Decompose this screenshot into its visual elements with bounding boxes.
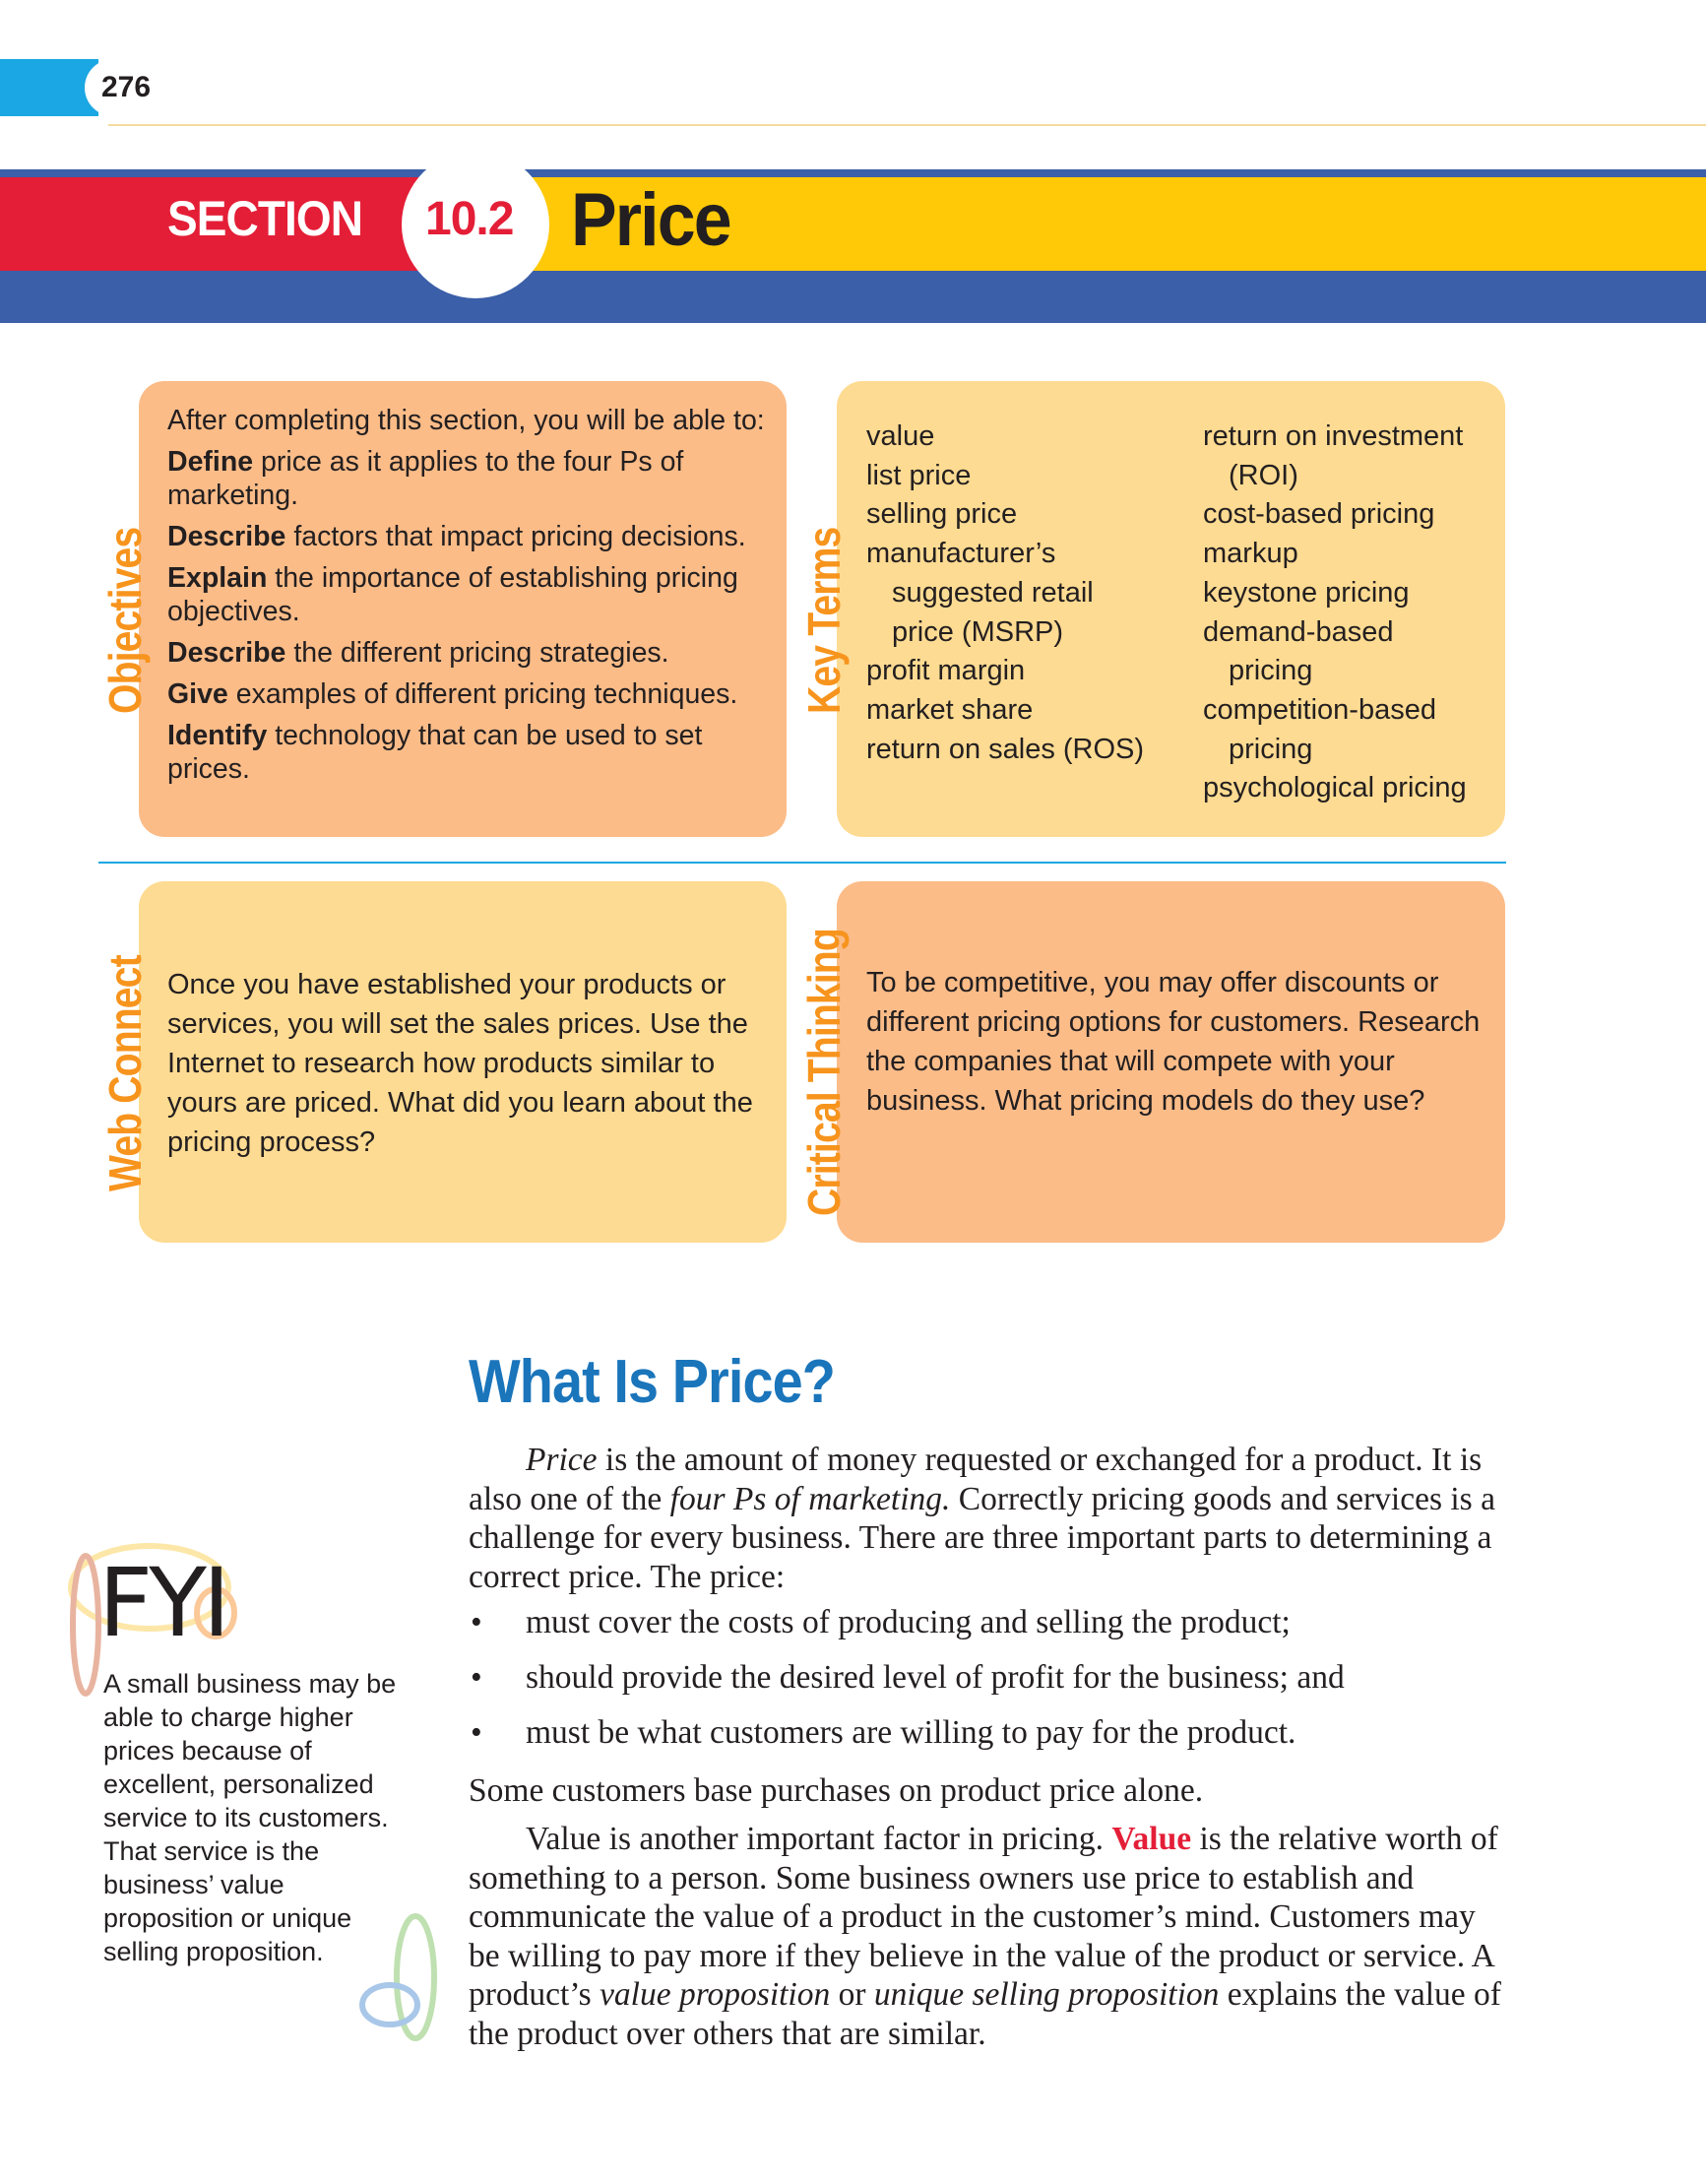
key-terms-column-2 — [1203, 418, 1498, 808]
objective-verb: Give — [167, 678, 228, 710]
web-connect-label: Web Connect — [99, 955, 151, 1191]
key-term: market share — [866, 693, 1034, 726]
banner-top-line — [0, 169, 1706, 177]
paragraph-price-alone: Some customers base purchases on product price alone. — [469, 1772, 1204, 1809]
objective-verb: Define — [167, 446, 254, 478]
main-heading: What Is Price? — [469, 1348, 835, 1416]
key-term: pricing — [1229, 733, 1313, 765]
page-number-tab — [0, 59, 98, 116]
objectives-label: Objectives — [99, 527, 151, 714]
term-value-proposition: value proposition — [600, 1976, 831, 2013]
key-term: selling price — [866, 498, 1018, 531]
key-term: value — [866, 420, 935, 452]
list-item — [469, 1658, 1512, 1713]
objective-item — [167, 561, 778, 628]
objective-item — [167, 636, 778, 670]
term-price: Price — [526, 1442, 598, 1478]
list-item — [469, 1713, 1512, 1768]
key-term: list price — [866, 459, 972, 491]
objective-verb: Describe — [167, 521, 286, 552]
term-four-ps: four Ps of marketing. — [669, 1480, 951, 1517]
price-requirements-list — [469, 1603, 1512, 1768]
web-connect-text: Once you have established your products or services, you will set the sales prices. Use the Internet to research how products similar to yours are priced. What did you learn about the pricing process? — [167, 969, 753, 1158]
objective-item — [167, 719, 778, 786]
paragraph-text: is the amount of money requested or exchanged for a product. It is also one of the — [469, 1442, 1483, 1517]
list-item-text: must be what customers are willing to pay for the product. — [526, 1714, 1296, 1751]
key-term: pricing — [1229, 655, 1313, 687]
section-number: 10.2 — [425, 193, 514, 245]
header-rule — [108, 124, 1706, 126]
fyi-title: FYI — [98, 1548, 227, 1658]
list-item-text: must cover the costs of producing and selling the product; — [526, 1604, 1291, 1640]
objectives-list — [167, 404, 778, 786]
key-term: return on sales (ROS) — [866, 733, 1145, 765]
key-term: demand-based — [1203, 615, 1394, 648]
list-item-text: should provide the desired level of profit for the business; and — [526, 1659, 1345, 1696]
paragraph-price — [469, 1441, 1512, 1596]
critical-thinking-text: To be competitive, you may offer discounts or different pricing options for customers. Research the companies that will compete with your business. What pricing models do they use? — [866, 967, 1481, 1117]
term-value: Value — [1111, 1821, 1192, 1857]
fyi-text: A small business may be able to charge higher prices because of excellent, personalized service to its customers. That service is the business’ value proposition or unique selling proposition. — [103, 1669, 397, 1966]
objective-verb: Describe — [167, 637, 286, 669]
paragraph-value — [469, 1820, 1512, 2053]
objective-verb: Explain — [167, 562, 268, 594]
key-term: keystone pricing — [1203, 576, 1410, 609]
page-number: 276 — [101, 71, 152, 103]
objective-item — [167, 445, 778, 512]
key-term: (ROI) — [1229, 459, 1298, 491]
key-term: manufacturer’s — [866, 538, 1056, 570]
objective-text: the different pricing strategies. — [285, 637, 669, 669]
objective-text: technology that can be used to set prices. — [167, 720, 703, 785]
key-terms-label: Key Terms — [798, 527, 850, 714]
key-terms-column-1 — [866, 418, 1181, 769]
banner-blue-band — [0, 271, 1706, 323]
key-term: return on investment — [1203, 420, 1464, 452]
section-label: SECTION — [167, 191, 363, 246]
key-term: price (MSRP) — [892, 615, 1064, 648]
term-unique-selling-proposition: unique selling proposition — [873, 1976, 1220, 2013]
paragraph-text: Value is another important factor in pricing. — [526, 1821, 1112, 1857]
list-item — [469, 1603, 1512, 1658]
objective-text: price as it applies to the four Ps of marketing. — [167, 446, 684, 511]
objective-item — [167, 677, 778, 711]
key-term: cost-based pricing — [1203, 498, 1435, 531]
key-term: profit margin — [866, 655, 1026, 687]
paragraph-text: or — [830, 1976, 874, 2013]
key-term: suggested retail — [892, 576, 1094, 609]
paragraph-text: explains the value of the product over others that are similar. — [469, 1976, 1501, 2052]
bullet-icon: • — [471, 1714, 482, 1751]
bullet-icon: • — [471, 1604, 482, 1640]
objectives-intro: After completing this section, you will be able to: — [167, 405, 765, 436]
objective-item — [167, 520, 778, 553]
objective-text: examples of different pricing techniques. — [227, 678, 738, 710]
key-term: markup — [1203, 538, 1298, 570]
bullet-icon: • — [471, 1659, 482, 1696]
paragraph-text: Correctly pricing goods and services is a challenge for every business. There are three important parts to determining a correct price. The price: — [469, 1480, 1495, 1595]
key-term: competition-based — [1203, 693, 1436, 726]
paragraph-text: is the relative worth of something to a person. Some business owners use price to establish and communicate the value of a product in the customer’s mind. Customers may be willing to pay more if they believe in the value of the product or service. A product’s — [469, 1821, 1498, 2013]
critical-thinking-label: Critical Thinking — [798, 929, 850, 1216]
objective-text: factors that impact pricing decisions. — [285, 521, 746, 552]
objective-text: the importance of establishing pricing objectives. — [167, 562, 738, 627]
key-term: psychological pricing — [1203, 772, 1467, 804]
objective-verb: Identify — [167, 720, 268, 751]
section-title: Price — [571, 178, 730, 262]
section-divider — [98, 862, 1506, 864]
